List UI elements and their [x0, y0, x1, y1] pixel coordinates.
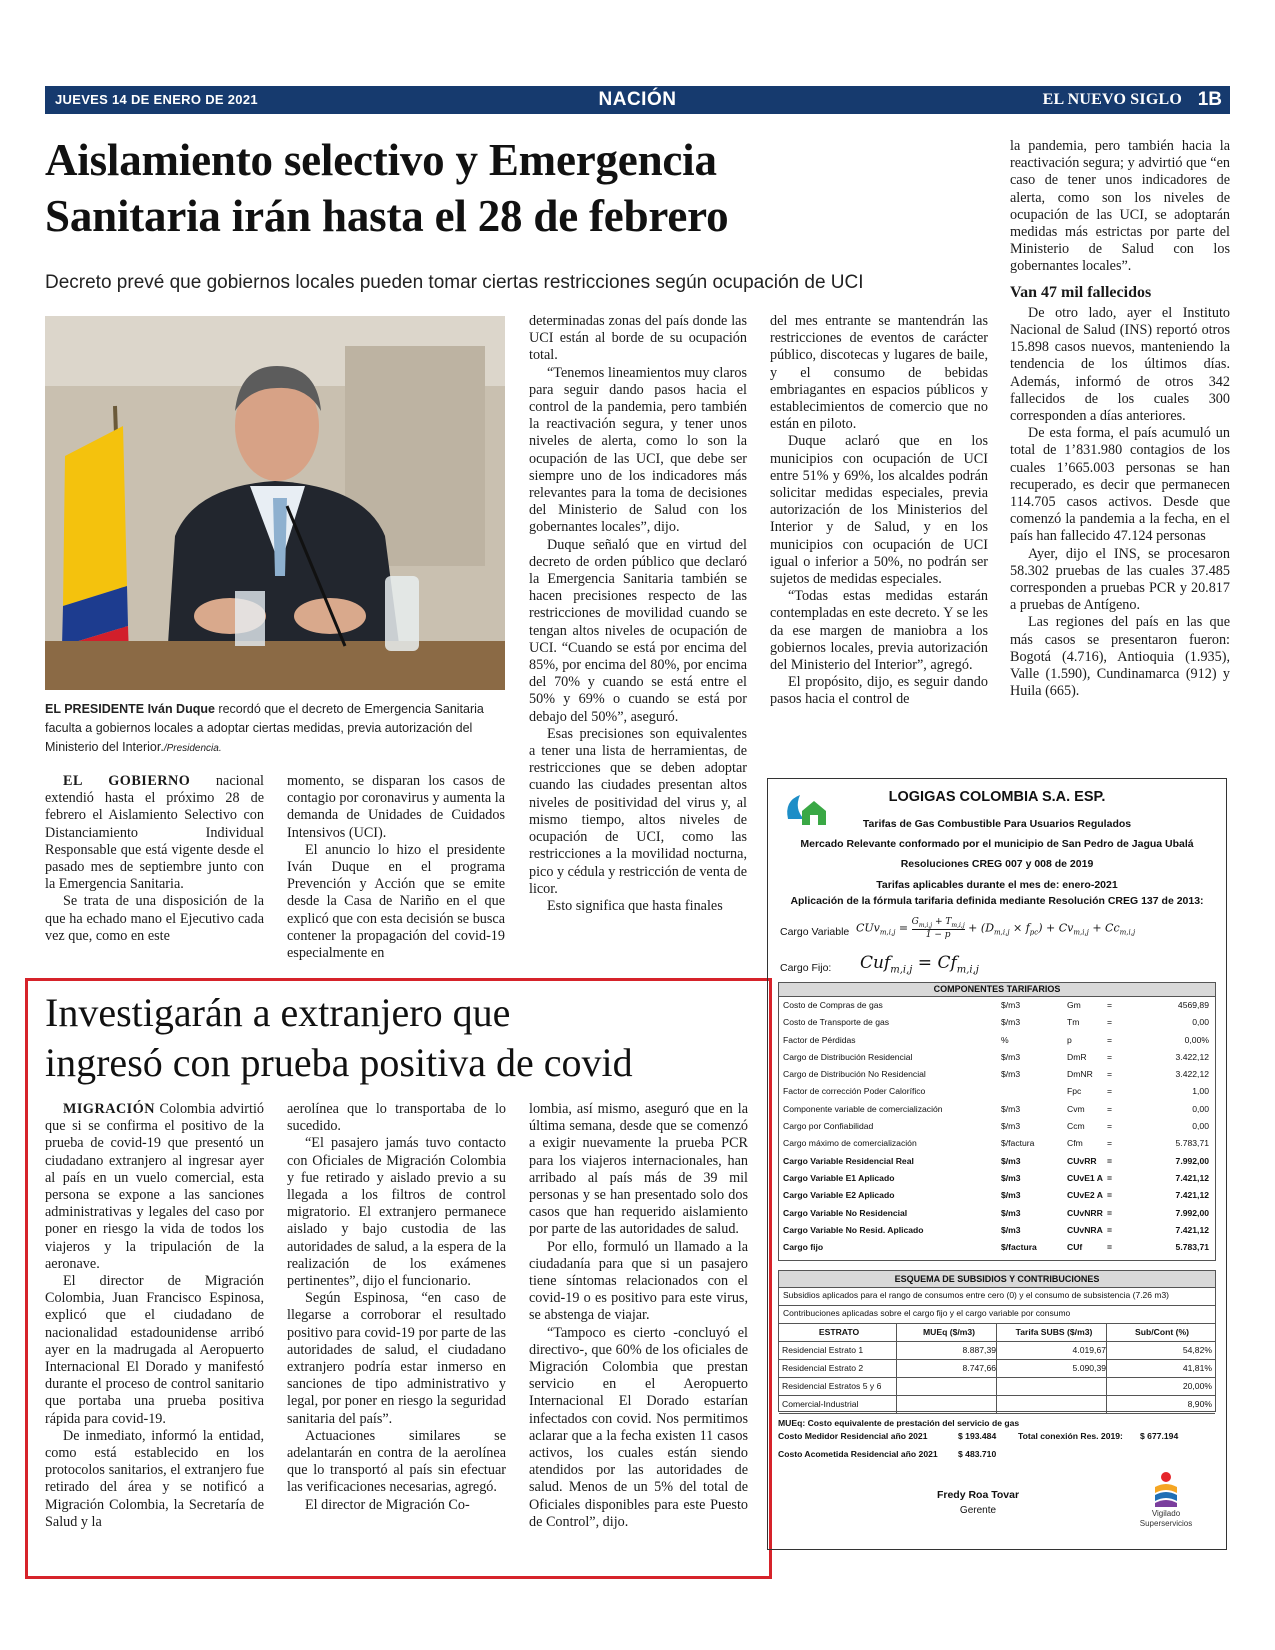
- main-article-col-1: [45, 773, 264, 945]
- subsidy-cell: [899, 1378, 997, 1395]
- main-article-col-3: [529, 313, 747, 915]
- paragraph: “Tenemos lineamientos muy claros para seguir dando pasos hacia el control de la pandemia, pero también la reactivación segura, y tener unos niveles de alerta, como lo son la ocupación de las UCI, que debe ser siempre uno de los indicadores más relevantes para la toma de decisiones del Ministerio de Salud con los gobernantes locales”, dijo.: [529, 364, 747, 536]
- paragraph: determinadas zonas del país donde las UCI están al borde de su ocupación total.: [529, 313, 747, 364]
- ad-line-3: Resoluciones CREG 007 y 008 de 2019: [900, 858, 1094, 870]
- ad-line-5: Aplicación de la fórmula tarifaria definida mediante Resolución CREG 137 de 2013:: [790, 895, 1204, 907]
- component-name: Componente variable de comercialización: [783, 1103, 943, 1114]
- paragraph: Por ello, formuló un llamado a la ciudadanía para que si un pasajero tiene síntomas relacionados con el covid-19 o es positivo para este virus, se abstenga de viajar.: [529, 1238, 748, 1324]
- component-row: [779, 1153, 1215, 1170]
- equals-sign: =: [1107, 1051, 1113, 1062]
- subsidy-row: [779, 1360, 1215, 1378]
- ad-line-4: Tarifas aplicables durante el mes de: enero-2021: [876, 879, 1118, 891]
- subsidies-table-body: [779, 1324, 1215, 1414]
- paragraph: El propósito, dijo, es seguir dando pasos hacia el control de: [770, 674, 988, 708]
- paragraph: lombia, así mismo, aseguró que en la última semana, desde que se comenzó a exigir nuevamente la prueba PCR para los viajeros internacionales, han arribado al país más de 39 mil personas y se han presentado solo dos casos que han requerido aislamiento por parte de las autoridades de salud.: [529, 1101, 748, 1238]
- boxed-headline: [45, 988, 745, 1088]
- photo-credit: /Presidencia.: [163, 743, 222, 754]
- boxed-article-col-2: [287, 1101, 506, 1514]
- component-unit: $/m3: [1001, 1224, 1021, 1235]
- paragraph: “El pasajero jamás tuvo contacto con Oficiales de Migración Colombia y fue retirado y aislado previo a su llegada a los filtros de control migratorio. El extranjero permanece aislado y bajo custodia de las autoridades de salud, a la espera de la realización de los exámenes pertinentes”, dijo el funcionario.: [287, 1135, 506, 1290]
- component-unit: $/m3: [1001, 1051, 1021, 1062]
- component-value: 7.421,12: [1175, 1224, 1209, 1235]
- component-value: 7.992,00: [1175, 1155, 1209, 1166]
- page-number: 1B: [1197, 89, 1222, 110]
- equals-sign: =: [1107, 1103, 1113, 1114]
- component-value: 5.783,71: [1175, 1242, 1209, 1253]
- boxed-article-col-3: [529, 1101, 748, 1531]
- component-symbol: Fpc: [1067, 1086, 1082, 1097]
- equals-sign: =: [1107, 1155, 1113, 1166]
- component-row: [779, 1205, 1215, 1222]
- conexion-value: $ 677.194: [1140, 1431, 1179, 1441]
- component-unit: %: [1001, 1034, 1009, 1045]
- subsidy-cell: 54,82%: [1182, 1345, 1212, 1355]
- equals-sign: =: [1107, 1017, 1113, 1028]
- cargo-variable-label: Cargo Variable: [780, 926, 850, 938]
- equals-sign: =: [1107, 1207, 1113, 1218]
- subsidy-cell: Residencial Estratos 5 y 6: [779, 1378, 897, 1395]
- subsidy-cell: Comercial-Industrial: [779, 1396, 897, 1413]
- lead-word: MIGRACIÓN: [63, 1101, 155, 1117]
- component-unit: $/factura: [1001, 1138, 1035, 1149]
- component-unit: $/m3: [1001, 1069, 1021, 1080]
- subsidy-cell: 8,90%: [1187, 1399, 1212, 1409]
- component-value: 5.783,71: [1175, 1138, 1209, 1149]
- paragraph: El director de Migración Colombia, Juan Francisco Espinosa, explicó que el ciudadano de nacionalidad estadounidense arribó ayer en la madrugada al Aeropuerto Internacional El Dorado y manifestó durante el proceso de control sanitario que portaba una prueba positiva rápida para covid-19.: [45, 1273, 264, 1427]
- section-header-band: [45, 86, 1230, 114]
- paragraph: la pandemia, pero también hacia la reactivación segura; y advirtió que “en caso de tener unos indicadores de alerta, como son los niveles de ocupación de las UCI, se adoptarán medidas más estrictas por parte del Ministerio de Salud con los gobernantes locales”.: [1010, 138, 1230, 275]
- component-value: 0,00: [1192, 1121, 1209, 1132]
- subsidy-cell: Residencial Estrato 2: [779, 1360, 897, 1377]
- component-symbol: CUvRR: [1067, 1155, 1097, 1166]
- newspaper-brand: EL NUEVO SIGLO: [1042, 91, 1182, 108]
- component-symbol: CUvE1 A: [1067, 1172, 1103, 1183]
- component-name: Cargo Variable E1 Aplicado: [783, 1172, 895, 1183]
- component-name: Factor de corrección Poder Calorífico: [783, 1086, 926, 1097]
- signer-title: Gerente: [959, 1505, 997, 1516]
- subsidy-cell: [999, 1378, 1107, 1395]
- subheading: Van 47 mil fallecidos: [1010, 283, 1152, 301]
- component-unit: $/m3: [1001, 1190, 1021, 1201]
- paragraph: El director de Migración Co-: [305, 1496, 470, 1513]
- component-row: [779, 1222, 1215, 1239]
- photo-caption: [45, 700, 505, 758]
- subsidy-cell: Residencial Estrato 1: [779, 1342, 897, 1359]
- paragraph: Duque aclaró que en los municipios con ocupación de UCI entre 51% y 69%, los alcaldes podrán solicitar medidas especiales, previa autorización de los Ministerios del Interior y de Salud, y en los municipios con ocupación de UCI igual o inferior a 50%, no podrán ser sujetos de medidas especiales.: [770, 433, 988, 588]
- president-photo: [45, 316, 505, 690]
- component-unit: $/factura: [1001, 1242, 1037, 1253]
- equals-sign: =: [1107, 1121, 1113, 1132]
- subsidy-cell: 20,00%: [1182, 1381, 1212, 1391]
- paragraph: nacional extendió hasta el próximo 28 de febrero el Aislamiento Selectivo con Distanciamiento Individual Responsable que está vigente desde el pasado mes de septiembre junto con la Emergencia Sanitaria.: [45, 773, 264, 893]
- paragraph: Se trata de una disposición de la que ha echado mano el Ejecutivo cada vez que, como en este: [45, 893, 264, 944]
- component-unit: $/m3: [1001, 1017, 1021, 1028]
- subsidy-cell: 8.887,39: [899, 1342, 997, 1359]
- component-symbol: Tm: [1067, 1017, 1080, 1028]
- component-name: Cargo Variable No Residencial: [783, 1207, 908, 1218]
- main-article-col-4: [770, 313, 988, 709]
- cargo-fijo-label: Cargo Fijo:: [780, 962, 832, 974]
- boxed-headline-line-2: ingresó con prueba positiva de covid: [45, 1040, 633, 1085]
- paragraph: Esas precisiones son equivalentes a tener una lista de herramientas, de restricciones que se deben adoptar cuando las ciudades presentan altos niveles de positividad del virus y, al mismo tiempo, altos niveles de ocupación de UCI, como las restricciones a la movilidad nocturna, pico y cédula y restricción de venta de licor.: [529, 725, 747, 897]
- component-row: [779, 1032, 1215, 1049]
- component-name: Cargo Variable E2 Aplicado: [783, 1190, 895, 1201]
- component-unit: $/m3: [1001, 1207, 1021, 1218]
- component-value: 7.992,00: [1175, 1207, 1209, 1218]
- medidor-label: Costo Medidor Residencial año 2021: [778, 1431, 928, 1441]
- component-name: Factor de Pérdidas: [783, 1034, 856, 1045]
- component-row: [779, 1049, 1215, 1066]
- component-unit: $/m3: [1001, 1155, 1021, 1166]
- component-row: [779, 1135, 1215, 1152]
- paragraph: Actuaciones similares se adelantarán en contra de la aerolínea que lo transportó al país sin efectuar las verificaciones necesarias, agregó.: [287, 1427, 506, 1496]
- component-symbol: p: [1067, 1034, 1072, 1045]
- component-name: Cargo fijo: [783, 1242, 824, 1253]
- paragraph: “Todas estas medidas estarán contempladas en este decreto. Y se les da ese margen de maniobra a los gobiernos locales, previa autorización del Ministerio del Interior”, agregó.: [770, 588, 988, 674]
- subsidies-table-title: ESQUEMA DE SUBSIDIOS Y CONTRIBUCIONES: [779, 1271, 1215, 1288]
- paragraph: Las regiones del país en las que más casos se presentaron fueron: Bogotá (4.716), Antioquia (1.935), Valle (1.590), Cundinamarca (912) y Huila (665).: [1010, 614, 1230, 700]
- component-row: [779, 1066, 1215, 1083]
- ad-line-2: Mercado Relevante conformado por el municipio de San Pedro de Jagua Ubalá: [800, 838, 1194, 850]
- component-symbol: Gm: [1067, 1000, 1081, 1010]
- equals-sign: =: [1107, 1069, 1113, 1080]
- main-dek: Decreto prevé que gobiernos locales pueden tomar ciertas restricciones según ocupación de UCI: [45, 272, 864, 293]
- subsidy-column-header: ESTRATO: [779, 1324, 897, 1341]
- component-row: [779, 1239, 1215, 1256]
- components-table-title: COMPONENTES TARIFARIOS: [779, 983, 1215, 997]
- component-row: [779, 1014, 1215, 1031]
- component-name: Cargo Variable Residencial Real: [783, 1155, 914, 1166]
- component-symbol: CUvNRR: [1067, 1207, 1103, 1218]
- subsidy-cell: [999, 1396, 1107, 1413]
- paragraph: momento, se disparan los casos de contagio por coronavirus y aumenta la demanda de Unidades de Cuidados Intensivos (UCI).: [287, 773, 505, 841]
- lead-word: EL GOBIERNO: [63, 773, 191, 789]
- subsidy-header-row: [779, 1324, 1215, 1342]
- subsidy-cell: 41,81%: [1182, 1363, 1212, 1373]
- component-name: Cargo máximo de comercialización: [783, 1138, 917, 1149]
- component-symbol: DmNR: [1067, 1069, 1093, 1080]
- component-unit: $/m3: [1001, 1172, 1021, 1183]
- main-article-col-5: [1010, 138, 1230, 701]
- boxed-article-col-1: [45, 1101, 264, 1531]
- subsidies-table: [778, 1270, 1216, 1412]
- component-symbol: CUvNRA: [1067, 1224, 1103, 1235]
- paragraph: Ayer, dijo el INS, se procesaron 58.302 pruebas de las cuales 37.485 corresponden a pruebas PCR y 20.817 a pruebas de Antígeno.: [1010, 545, 1230, 614]
- component-value: 0,00: [1192, 1103, 1209, 1114]
- component-row: [779, 1118, 1215, 1135]
- subsidy-column-header: Sub/Cont (%): [1135, 1327, 1189, 1337]
- component-row: [779, 997, 1215, 1014]
- main-headline: [45, 132, 985, 244]
- component-value: 0,00: [1192, 1017, 1209, 1028]
- superservicios-logo-icon: [1151, 1471, 1181, 1507]
- subsidy-note-2: Contribuciones aplicadas sobre el cargo fijo y el cargo variable por consumo: [779, 1306, 1215, 1324]
- superservicios-text: Superservicios: [1139, 1519, 1193, 1528]
- boxed-headline-line-1: Investigarán a extranjero que: [45, 990, 511, 1035]
- component-row: [779, 1187, 1215, 1204]
- acometida-label: Costo Acometida Residencial año 2021: [778, 1449, 938, 1459]
- subsidy-column-header: MUEq ($/m3): [899, 1324, 997, 1341]
- component-symbol: DmR: [1067, 1051, 1087, 1062]
- caption-text: recordó que el decreto de Emergencia Sanitaria faculta a gobiernos locales a adoptar ciertas medidas, previa autorización del Ministerio del Interior.: [45, 702, 484, 754]
- equals-sign: =: [1107, 1172, 1113, 1183]
- paragraph: aerolínea que lo transportaba de lo sucedido.: [287, 1101, 506, 1135]
- components-table: [778, 982, 1216, 1261]
- component-name: Cargo de Distribución Residencial: [783, 1051, 913, 1062]
- medidor-value: $ 193.484: [958, 1431, 997, 1441]
- tariff-advertisement: [767, 778, 1227, 1550]
- vigilado-text: Vigilado: [1151, 1509, 1181, 1518]
- paragraph: De inmediato, informó la entidad, como está establecido en los protocolos sanitarios, el extranjero fue retirado del área y se notificó a Migración Colombia, la Secretaría de Salud y la: [45, 1427, 264, 1530]
- component-value: 7.421,12: [1175, 1172, 1209, 1183]
- paragraph: Duque señaló que en virtud del decreto de orden público que declaró la Emergencia Sanitaria también se hacen precisiones respecto de las restricciones de movilidad cuando se tengan altos niveles de ocupación de UCI. “Cuando se está por encima del 85%, por encima del 80%, por encima del 70% y cuando se está entre el 50% y 69% o cuando se está por debajo del 50%”, aseguró.: [529, 536, 747, 725]
- main-headline-line-2: Sanitaria irán hasta el 28 de febrero: [45, 191, 729, 241]
- component-value: 1,00: [1192, 1086, 1209, 1097]
- component-row: [779, 1170, 1215, 1187]
- president-photo-illustration: [45, 316, 505, 690]
- cargo-variable-formula: CUv$_{m,i,j}$ = $\frac{G_{m,i,j} + T_{m,i,j}}{1 - p}$ + $(D_{m,i,j} \times f_{pc}) + Cv_{m,i,j} + Cc_{m,i,j}$: [856, 917, 1136, 940]
- component-unit: $/m3: [1001, 1000, 1021, 1010]
- subsidy-cell: [899, 1396, 997, 1413]
- component-symbol: Cvm: [1067, 1103, 1085, 1114]
- component-value: 7.421,12: [1175, 1190, 1209, 1201]
- cargo-fijo-formula: $Cuf_{m,i,j} = Cf_{m,i,j}$: [860, 953, 979, 976]
- main-headline-line-1: Aislamiento selectivo y Emergencia: [45, 135, 717, 185]
- paragraph: De otro lado, ayer el Instituto Nacional de Salud (INS) reportó otros 15.898 casos nuevos, manteniendo la tendencia de los últimos días. Además, informó de otros 342 fallecidos de los cuales 300 corresponden a días anteriores.: [1010, 304, 1230, 425]
- component-unit: $/m3: [1001, 1103, 1021, 1114]
- conexion-label: Total conexión Res. 2019:: [1018, 1431, 1123, 1441]
- paragraph: Esto significa que hasta finales: [547, 897, 723, 914]
- component-value: 3.422,12: [1175, 1069, 1209, 1080]
- acometida-value: $ 483.710: [958, 1449, 997, 1459]
- subsidy-column-header: Tarifa SUBS ($/m3): [999, 1324, 1107, 1341]
- equals-sign: =: [1107, 1190, 1113, 1201]
- component-symbol: Cfm: [1067, 1138, 1083, 1149]
- component-value: 4569,89: [1177, 1000, 1209, 1010]
- subsidy-note-1: Subsidios aplicados para el rango de consumos entre cero (0) y el consumo de subsistencia (7.26 m3): [779, 1288, 1215, 1306]
- subsidy-cell: 4.019,67: [999, 1342, 1107, 1359]
- subsidy-row: [779, 1396, 1215, 1414]
- components-table-body: [779, 997, 1215, 1256]
- component-value: 3.422,12: [1175, 1051, 1209, 1062]
- equals-sign: =: [1107, 1034, 1113, 1045]
- subsidy-row: [779, 1342, 1215, 1360]
- subsidy-row: [779, 1378, 1215, 1396]
- component-value: 0,00%: [1184, 1034, 1209, 1045]
- paragraph: Colombia advirtió que si se confirma el positivo de la prueba de covid-19 que presentó un ciudadano extranjero al ingresar ayer al país en un vuelo comercial, esta persona se expone a las sanciones administrativas y legales del caso por poner en riesgo la vida de todos los viajeros y la tripulación de la aeronave.: [45, 1101, 264, 1272]
- equals-sign: =: [1107, 1138, 1113, 1149]
- paragraph: del mes entrante se mantendrán las restricciones de eventos de carácter público, discotecas y lugares de baile, y el consumo de bebidas embriagantes en espacios públicos y establecimientos de comercio que no están en piloto.: [770, 313, 988, 433]
- paragraph: Según Espinosa, “en caso de llegarse a corroborar el resultado positivo para covid-19 por parte de las autoridades de salud, el ciudadano extranjero podría estar inmerso en sanciones de tipo administrativo y legal, por poner en riesgo la seguridad sanitaria del país”.: [287, 1290, 506, 1427]
- paragraph: “Tampoco es cierto -concluyó el directivo-, que 60% de los oficiales de Migración Colombia que prestan servicio en el Aeropuerto Internacional El Dorado estarían infectados con covid. Nos permitimos aclarar que a la fecha existen 11 casos activos, los cuales están siendo atendidos por las autoridades de salud. Menos de un 5% del total de Oficiales disponibles para este Puesto de Control”, dijo.: [529, 1324, 748, 1530]
- component-name: Cargo de Distribución No Residencial: [783, 1069, 926, 1080]
- component-name: Costo de Compras de gas: [783, 1000, 883, 1010]
- component-symbol: Ccm: [1067, 1121, 1085, 1132]
- equals-sign: =: [1107, 1086, 1113, 1097]
- main-article-col-2: [287, 773, 505, 962]
- equals-sign: =: [1107, 1000, 1113, 1010]
- component-name: Costo de Transporte de gas: [783, 1017, 890, 1028]
- component-unit: $/m3: [1001, 1121, 1021, 1132]
- component-name: Cargo Variable No Resid. Aplicado: [783, 1224, 924, 1235]
- component-name: Cargo por Confiabilidad: [783, 1121, 874, 1132]
- signer-name: Fredy Roa Tovar: [936, 1489, 1020, 1501]
- mueq-note: MUEq: Costo equivalente de prestación del servicio de gas: [778, 1418, 1020, 1428]
- issue-date: JUEVES 14 DE ENERO DE 2021: [55, 92, 258, 107]
- section-name: NACIÓN: [598, 89, 677, 110]
- ad-line-1: Tarifas de Gas Combustible Para Usuarios Regulados: [862, 818, 1132, 830]
- paragraph: El anuncio lo hizo el presidente Iván Duque en el programa Prevención y Acción que se emite desde la Casa de Nariño en el que explicó que con esta decisión se busca contener la propagación del covid-19 especialmente en: [287, 841, 505, 962]
- company-name: LOGIGAS COLOMBIA S.A. ESP.: [888, 789, 1106, 805]
- equals-sign: =: [1107, 1224, 1113, 1235]
- paragraph: De esta forma, el país acumuló un total de 1’831.980 contagios de los cuales 1’665.003 personas se han recuperado, es decir que permanecen 114.705 casos activos. Desde que comenzó la pandemia a la fecha, en el país han fallecido 47.124 personas: [1010, 425, 1230, 545]
- component-symbol: CUvE2 A: [1067, 1190, 1103, 1201]
- subsidy-cell: 5.090,39: [999, 1360, 1107, 1377]
- component-row: [779, 1101, 1215, 1118]
- component-symbol: CUf: [1067, 1242, 1083, 1253]
- subsidy-cell: 8.747,66: [899, 1360, 997, 1377]
- equals-sign: =: [1107, 1242, 1113, 1253]
- component-row: [779, 1083, 1215, 1100]
- caption-lead: EL PRESIDENTE Iván Duque: [45, 702, 215, 716]
